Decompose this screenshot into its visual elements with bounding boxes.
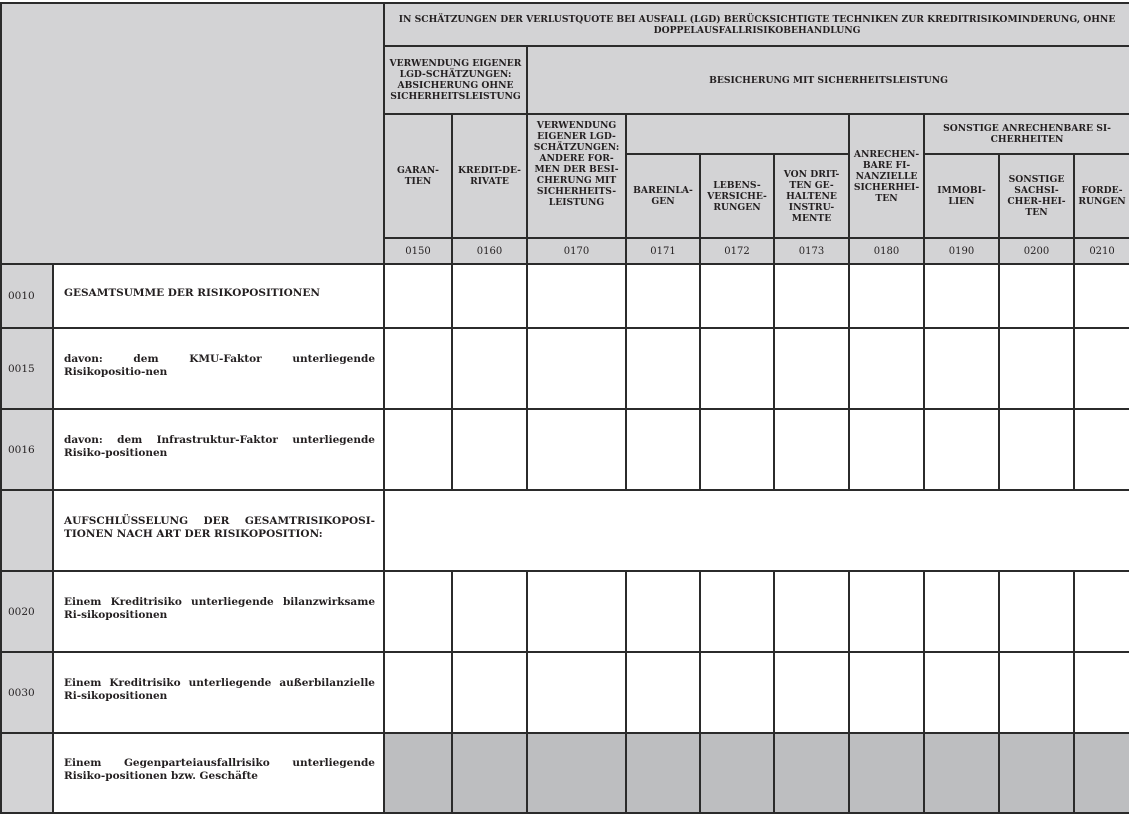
cell-0020-0150[interactable] <box>384 571 452 652</box>
row-code <box>1 490 53 571</box>
cell-0030-0190[interactable] <box>924 652 999 733</box>
row-code: 0020 <box>1 571 53 652</box>
greyed-cell <box>527 733 626 813</box>
col-header-0170: VERWENDUNG EIGENER LGD-SCHÄTZUNGEN: ANDERE FOR-MEN DER BESI-CHERUNG MIT SICHERHEITS-LEISTUNG <box>527 114 626 238</box>
cell-0016-0150[interactable] <box>384 409 452 490</box>
cell-0016-0170[interactable] <box>527 409 626 490</box>
row-label: Einem Kreditrisiko unterliegende bilanzwirksame Ri-sikopositionen <box>53 571 384 652</box>
row-code: 0015 <box>1 328 53 409</box>
cell-0010-0160[interactable] <box>452 264 527 328</box>
greyed-cell <box>924 733 999 813</box>
cell-0015-0210[interactable] <box>1074 328 1129 409</box>
cell-0015-0150[interactable] <box>384 328 452 409</box>
cell-0020-0173[interactable] <box>774 571 849 652</box>
cell-0020-0171[interactable] <box>626 571 700 652</box>
row-label: AUFSCHLÜSSELUNG DER GESAMTRISIKOPOSI-TIONEN NACH ART DER RISIKOPOSITION: <box>53 490 384 571</box>
cell-0016-0210[interactable] <box>1074 409 1129 490</box>
cell-0016-0190[interactable] <box>924 409 999 490</box>
cell-0015-0180[interactable] <box>849 328 924 409</box>
row-label: Einem Kreditrisiko unterliegende außerbilanzielle Ri-sikopositionen <box>53 652 384 733</box>
cell-0010-0190[interactable] <box>924 264 999 328</box>
cell-0030-0171[interactable] <box>626 652 700 733</box>
col-code-0180: 0180 <box>849 238 924 264</box>
cell-0016-0173[interactable] <box>774 409 849 490</box>
greyed-cell <box>384 733 452 813</box>
cell-0030-0210[interactable] <box>1074 652 1129 733</box>
table-row <box>1 733 1129 813</box>
col-header-0190: IMMOBI-LIEN <box>924 154 999 238</box>
table-row <box>1 652 1129 733</box>
greyed-cell <box>626 733 700 813</box>
col-code-0171: 0171 <box>626 238 700 264</box>
cell-0030-0173[interactable] <box>774 652 849 733</box>
col-header-0180: ANRECHEN-BARE FI-NANZIELLE SICHERHEI-TEN <box>849 114 924 238</box>
cell-0015-0160[interactable] <box>452 328 527 409</box>
col-header-0200: SONSTIGE SACHSI-CHER-HEI-TEN <box>999 154 1074 238</box>
table-row <box>1 409 1129 490</box>
cell-0015-0190[interactable] <box>924 328 999 409</box>
greyed-cell <box>999 733 1074 813</box>
cell-0010-0171[interactable] <box>626 264 700 328</box>
header-top-title: IN SCHÄTZUNGEN DER VERLUSTQUOTE BEI AUSFALL (LGD) BERÜCKSICHTIGTE TECHNIKEN ZUR KREDITRISIKOMINDERUNG, OHNE DOPPELAUSFALLRISIKOBEHANDLUNG <box>384 3 1129 46</box>
cell-0010-0150[interactable] <box>384 264 452 328</box>
cell-0016-0172[interactable] <box>700 409 774 490</box>
col-code-0150: 0150 <box>384 238 452 264</box>
col-header-0160: KREDIT-DE-RIVATE <box>452 114 527 238</box>
cell-0030-0170[interactable] <box>527 652 626 733</box>
cell-0030-0150[interactable] <box>384 652 452 733</box>
row-label: GESAMTSUMME DER RISIKOPOSITIONEN <box>53 264 384 328</box>
cell-0020-0160[interactable] <box>452 571 527 652</box>
col-code-0172: 0172 <box>700 238 774 264</box>
greyed-cell <box>1074 733 1129 813</box>
cell-0010-0173[interactable] <box>774 264 849 328</box>
cell-0020-0190[interactable] <box>924 571 999 652</box>
cell-0020-0180[interactable] <box>849 571 924 652</box>
cell-0015-0173[interactable] <box>774 328 849 409</box>
cell-0016-0171[interactable] <box>626 409 700 490</box>
cell-0010-0210[interactable] <box>1074 264 1129 328</box>
cell-0016-0180[interactable] <box>849 409 924 490</box>
col-header-0210: FORDE-RUNGEN <box>1074 154 1129 238</box>
header-group-unfunded: VERWENDUNG EIGENER LGD-SCHÄTZUNGEN: ABSICHERUNG OHNE SICHERHEITSLEISTUNG <box>384 46 527 114</box>
col-code-0200: 0200 <box>999 238 1074 264</box>
greyed-cell <box>452 733 527 813</box>
table-row-section-heading <box>1 490 1129 571</box>
cell-0010-0172[interactable] <box>700 264 774 328</box>
cell-0016-0160[interactable] <box>452 409 527 490</box>
row-label: Einem Gegenparteiausfallrisiko unterliegende Risiko-positionen bzw. Geschäfte <box>53 733 384 813</box>
cell-0020-0210[interactable] <box>1074 571 1129 652</box>
cell-0015-0172[interactable] <box>700 328 774 409</box>
header-corner <box>1 3 384 264</box>
col-header-0171: BAREINLA-GEN <box>626 154 700 238</box>
col-header-0172: LEBENS-VERSICHE-RUNGEN <box>700 154 774 238</box>
cell-0020-0170[interactable] <box>527 571 626 652</box>
row-code: 0030 <box>1 652 53 733</box>
cell-0020-0172[interactable] <box>700 571 774 652</box>
cell-0010-0180[interactable] <box>849 264 924 328</box>
lgd-crm-techniques-table <box>0 2 1129 814</box>
cell-0010-0200[interactable] <box>999 264 1074 328</box>
col-header-0150: GARAN-TIEN <box>384 114 452 238</box>
row-code <box>1 733 53 813</box>
col-code-0190: 0190 <box>924 238 999 264</box>
greyed-cell <box>774 733 849 813</box>
cell-0010-0170[interactable] <box>527 264 626 328</box>
cell-0015-0200[interactable] <box>999 328 1074 409</box>
row-label: davon: dem Infrastruktur-Faktor unterliegende Risiko-positionen <box>53 409 384 490</box>
row-code: 0016 <box>1 409 53 490</box>
cell-0030-0160[interactable] <box>452 652 527 733</box>
col-header-0170-sub-blank <box>626 114 849 154</box>
col-code-0210: 0210 <box>1074 238 1129 264</box>
table-row <box>1 571 1129 652</box>
cell-0020-0200[interactable] <box>999 571 1074 652</box>
col-code-0173: 0173 <box>774 238 849 264</box>
col-code-0170: 0170 <box>527 238 626 264</box>
cell-0030-0172[interactable] <box>700 652 774 733</box>
cell-0015-0171[interactable] <box>626 328 700 409</box>
row-label: davon: dem KMU-Faktor unterliegende Risikopositio-nen <box>53 328 384 409</box>
table-row <box>1 328 1129 409</box>
header-group-other-eligible: SONSTIGE ANRECHENBARE SI-CHERHEITEN <box>924 114 1129 154</box>
greyed-cell <box>849 733 924 813</box>
row-code: 0010 <box>1 264 53 328</box>
table-row <box>1 264 1129 328</box>
section-heading-merged-cell <box>384 490 1129 571</box>
cell-0015-0170[interactable] <box>527 328 626 409</box>
cell-0030-0200[interactable] <box>999 652 1074 733</box>
greyed-cell <box>700 733 774 813</box>
cell-0016-0200[interactable] <box>999 409 1074 490</box>
col-header-0173: VON DRIT-TEN GE-HALTENE INSTRU-MENTE <box>774 154 849 238</box>
col-code-0160: 0160 <box>452 238 527 264</box>
header-group-funded: BESICHERUNG MIT SICHERHEITSLEISTUNG <box>527 46 1129 114</box>
cell-0030-0180[interactable] <box>849 652 924 733</box>
